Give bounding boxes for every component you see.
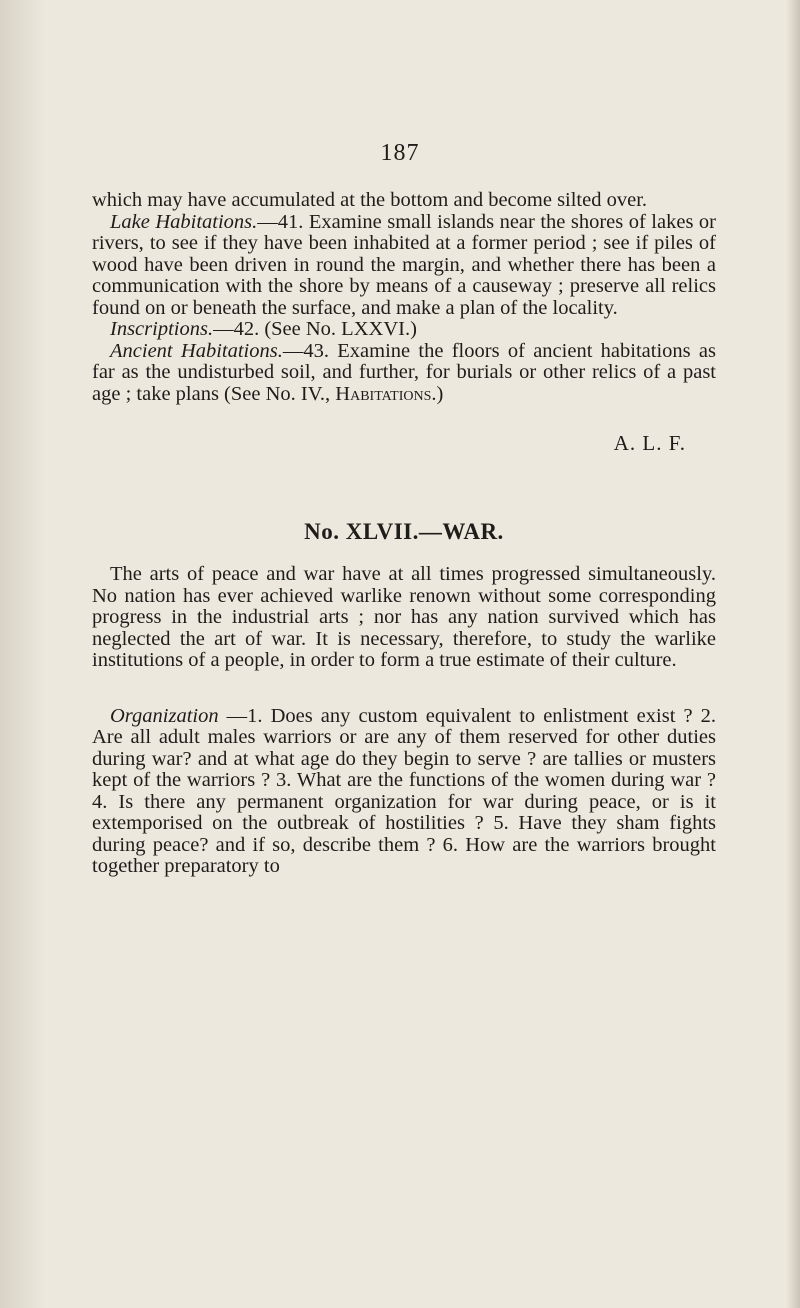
continuation-paragraph [92, 190, 716, 212]
lake-habitations-paragraph [92, 212, 716, 320]
inscriptions-heading: Inscriptions. [110, 318, 214, 340]
inscriptions-text: —42. (See No. LXXVI.) [213, 318, 417, 340]
war-intro-paragraph [92, 564, 716, 672]
page-number: 187 [380, 140, 420, 166]
ancient-habitations-end: .) [431, 382, 444, 405]
habitations-reference: Habitations [335, 382, 432, 405]
organization-heading: Organization [110, 704, 219, 727]
lake-habitations-heading: Lake Habitations. [110, 210, 258, 233]
page-edge-shadow-left [0, 0, 45, 1308]
organization-text: —1. Does any custom equivalent to enlistment exist ? 2. Are all adult males warriors or are any of them reserved for other duties during war? and at what age do they begin to serve ? are tallies or musters kept of the warriors ? 3. What are the functions of the women during war ? 4. Is there any permanent organization for war during peace, or is it extemporised on the outbreak of hostilities ? 5. Have they sham fights during peace? and if so, describe them ? 6. How are the warriors brought together preparatory to [92, 704, 716, 877]
page-body [92, 190, 716, 878]
section-title: No. XLVII.—WAR. [304, 518, 504, 544]
continuation-text: which may have accumulated at the bottom and become silted over. [92, 189, 648, 211]
ancient-habitations-heading: Ancient Habitations. [110, 339, 283, 362]
war-intro-text: The arts of peace and war have at all times progressed simultaneously. No nation has ever achieved warlike renown without some corresponding progress in the industrial arts ; nor has any nation survived which has neglected the art of war. It is necessary, therefore, to study the warlike institutions of a people, in order to form a true estimate of their culture. [92, 563, 716, 671]
page-edge-shadow-right [786, 0, 800, 1308]
ancient-habitations-text: —43. Examine the floors of ancient habitations as far as the undisturbed soil, and further, for burials or other relics of a past age ; take plans (See No. IV., [92, 339, 716, 405]
ancient-habitations-paragraph [92, 341, 716, 406]
author-signature: A. L. F. [613, 431, 686, 455]
organization-paragraph [92, 706, 716, 878]
inscriptions-paragraph [92, 319, 716, 341]
lake-habitations-text: —41. Examine small islands near the shores of lakes or rivers, to see if they have been inhabited at a former period ; see if piles of wood have been driven in round the margin, and whether there has been a communication with the shore by means of a causeway ; preserve all relics found on or beneath the surface, and make a plan of the locality. [92, 210, 716, 319]
